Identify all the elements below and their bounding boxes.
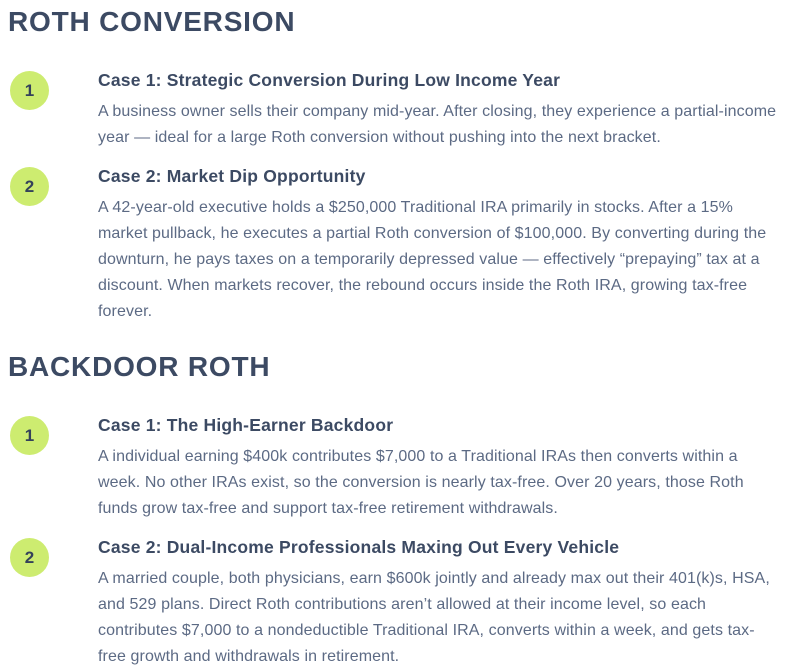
case-heading: Case 2: Dual-Income Professionals Maxing Out Every Vehicle [98,537,620,557]
case-content [98,414,780,522]
case-number-badge [10,416,49,455]
section-title-backdoor-roth: BACKDOOR ROTH [8,351,271,382]
case-heading: Case 1: Strategic Conversion During Low Income Year [98,70,561,90]
case-number: 2 [24,547,35,567]
section-backdoor-roth [0,351,787,670]
section-title-roth-conversion: ROTH CONVERSION [8,6,296,37]
case-number: 2 [24,176,35,196]
case-body: A married couple, both physicians, earn $600k jointly and already max out their 401(k)s, HSA, and 529 plans. Direct Roth contributions aren’t allowed at their income level, so each contributes $7,000 to a nondeductible Traditional IRA, converts within a week, and gets tax-free growth and withdrawals in retirement. [98,570,770,665]
case-heading: Case 1: The High-Earner Backdoor [98,415,394,435]
case-number-badge [10,167,49,206]
case-content [98,69,780,151]
case-item-roth-1 [10,69,781,151]
case-number-badge [10,538,49,577]
case-number: 1 [24,425,35,445]
case-content [98,536,780,670]
case-heading: Case 2: Market Dip Opportunity [98,166,366,186]
case-body: A individual earning $400k contributes $7,000 to a Traditional IRAs then converts within a week. No other IRAs exist, so the conversion is nearly tax-free. Over 20 years, those Roth funds grow tax-free and support tax-free retirement withdrawals. [98,448,744,517]
case-number-badge [10,71,49,110]
case-body: A business owner sells their company mid-year. After closing, they experience a partial-income year — ideal for a large Roth conversion without pushing into the next bracket. [98,103,777,146]
case-item-backdoor-2 [10,536,781,670]
section-roth-conversion [0,6,787,325]
case-item-backdoor-1 [10,414,781,522]
case-body: A 42-year-old executive holds a $250,000 Traditional IRA primarily in stocks. After a 15% market pullback, he executes a partial Roth conversion of $100,000. By converting during the downturn, he pays taxes on a temporarily depressed value — effectively “prepaying” tax at a discount. When markets recover, the rebound occurs inside the Roth IRA, growing tax-free forever. [98,199,767,320]
case-number: 1 [24,80,35,100]
case-content [98,165,780,325]
case-item-roth-2 [10,165,781,325]
